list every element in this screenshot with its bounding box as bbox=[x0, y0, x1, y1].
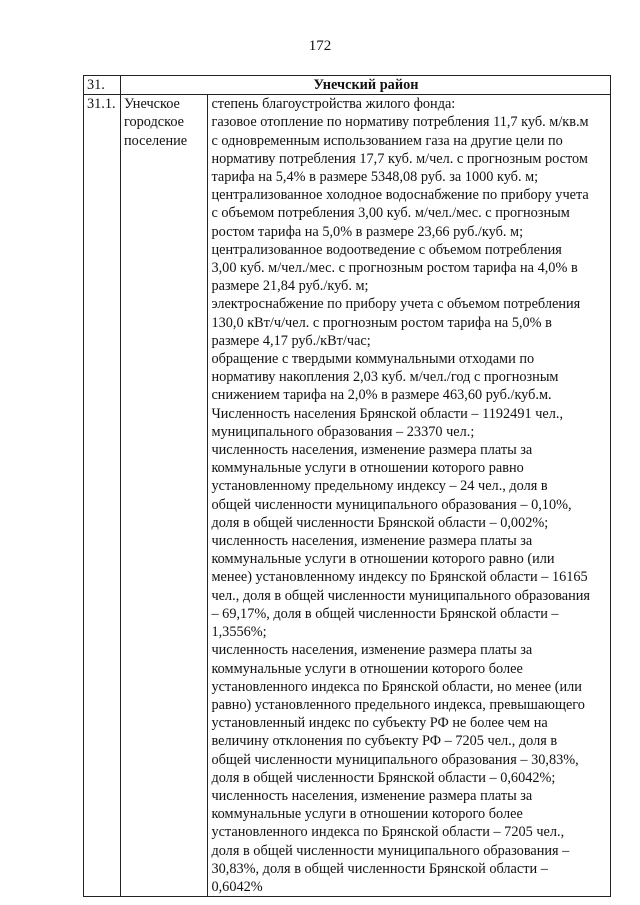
description-line: установленного индекса по Брянской области – 7205 чел., bbox=[211, 824, 565, 841]
description-line: доля в общей численности Брянской области – 0,6042%; bbox=[211, 769, 556, 786]
description-line: муниципального образования – 23370 чел.; bbox=[211, 423, 475, 440]
description-line: численность населения, изменение размера платы за bbox=[211, 787, 533, 804]
description-line: централизованное холодное водоснабжение по прибору учета bbox=[211, 187, 589, 204]
description-line: 130,0 кВт/ч/чел. с прогнозным ростом тарифа на 5,0% в bbox=[211, 314, 552, 331]
table-header-row bbox=[84, 76, 611, 95]
description-line: равно) установленного предельного индекса, превышающего bbox=[211, 696, 585, 713]
settlement-name-line: поселение bbox=[123, 132, 188, 149]
page-number: 172 bbox=[308, 38, 332, 54]
section-number: 31. bbox=[84, 76, 121, 95]
description-line: обращение с твердыми коммунальными отходами по bbox=[211, 351, 535, 368]
settlement-name-line: городское bbox=[123, 114, 184, 131]
description-line: электроснабжение по прибору учета с объемом потребления bbox=[211, 296, 581, 313]
description-line: размере 4,17 руб./кВт/час; bbox=[211, 332, 371, 349]
description-line: доля в общей численности Брянской области – 0,002%; bbox=[211, 514, 549, 531]
description-line: снижением тарифа на 2,0% в размере 463,60 руб./куб.м. bbox=[211, 387, 552, 404]
description-line: величину отклонения по субъекту РФ – 7205 чел., доля в bbox=[211, 733, 558, 750]
description-cell bbox=[208, 95, 611, 897]
description-line: тарифа на 5,4% в размере 5348,08 руб. за 1000 куб. м; bbox=[211, 169, 539, 186]
table-row bbox=[84, 95, 611, 897]
description-line: 30,83%, доля в общей численности Брянской области – bbox=[211, 860, 548, 877]
description-line: 0,6042% bbox=[211, 878, 263, 895]
description-line: коммунальные услуги в отношении которого равно (или bbox=[211, 551, 555, 568]
description-line: 1,3556%; bbox=[211, 624, 267, 641]
settlement-name-line: Унечское bbox=[123, 96, 180, 113]
section-title: Унечский район bbox=[120, 76, 610, 95]
description-line: численность населения, изменение размера платы за bbox=[211, 533, 533, 550]
description-line: общей численности муниципального образования – 0,10%, bbox=[211, 496, 572, 513]
description-line: установленный индекс по субъекту РФ не более чем на bbox=[211, 715, 548, 732]
settlement-name bbox=[120, 95, 208, 897]
description-line: доля в общей численности муниципального образования – bbox=[211, 842, 570, 859]
description-line: централизованное водоотведение с объемом потребления bbox=[211, 241, 562, 258]
description-line: с одновременным использованием газа на другие цели по bbox=[211, 132, 563, 149]
description-line: нормативу потребления 17,7 куб. м/чел. с прогнозным ростом bbox=[211, 150, 588, 167]
description-line: установленному предельному индексу – 24 чел., доля в bbox=[211, 478, 548, 495]
description-line: 3,00 куб. м/чел./мес. с прогнозным ростом тарифа на 4,0% в bbox=[211, 260, 578, 277]
description-line: с объемом потребления 3,00 куб. м/чел./мес. с прогнозным bbox=[211, 205, 570, 222]
description-line: общей численности муниципального образования – 30,83%, bbox=[211, 751, 579, 768]
description-line: установленного индекса по Брянской области, но менее (или bbox=[211, 678, 582, 695]
description-line: степень благоустройства жилого фонда: bbox=[211, 96, 456, 113]
description-line: численность населения, изменение размера платы за bbox=[211, 442, 533, 459]
description-line: ростом тарифа на 5,0% в размере 23,66 руб./куб. м; bbox=[211, 223, 524, 240]
description-line: менее) установленному индексу по Брянской области – 16165 bbox=[211, 569, 588, 586]
description-line: газовое отопление по нормативу потребления 11,7 куб. м/кв.м bbox=[211, 114, 589, 131]
row-number: 31.1. bbox=[84, 95, 121, 897]
description-line: коммунальные услуги в отношении которого равно bbox=[211, 460, 524, 477]
description-line: коммунальные услуги в отношении которого более bbox=[211, 806, 523, 823]
description-line: – 69,17%, доля в общей численности Брянской области – bbox=[211, 605, 559, 622]
description-line: размере 21,84 руб./куб. м; bbox=[211, 278, 369, 295]
description-line: Численность населения Брянской области – 1192491 чел., bbox=[211, 405, 564, 422]
description-line: коммунальные услуги в отношении которого более bbox=[211, 660, 523, 677]
description-line: нормативу накопления 2,03 куб. м/чел./год с прогнозным bbox=[211, 369, 559, 386]
tariff-table bbox=[83, 75, 611, 897]
description-line: численность населения, изменение размера платы за bbox=[211, 642, 533, 659]
description-line: чел., доля в общей численности муниципального образования bbox=[211, 587, 591, 604]
